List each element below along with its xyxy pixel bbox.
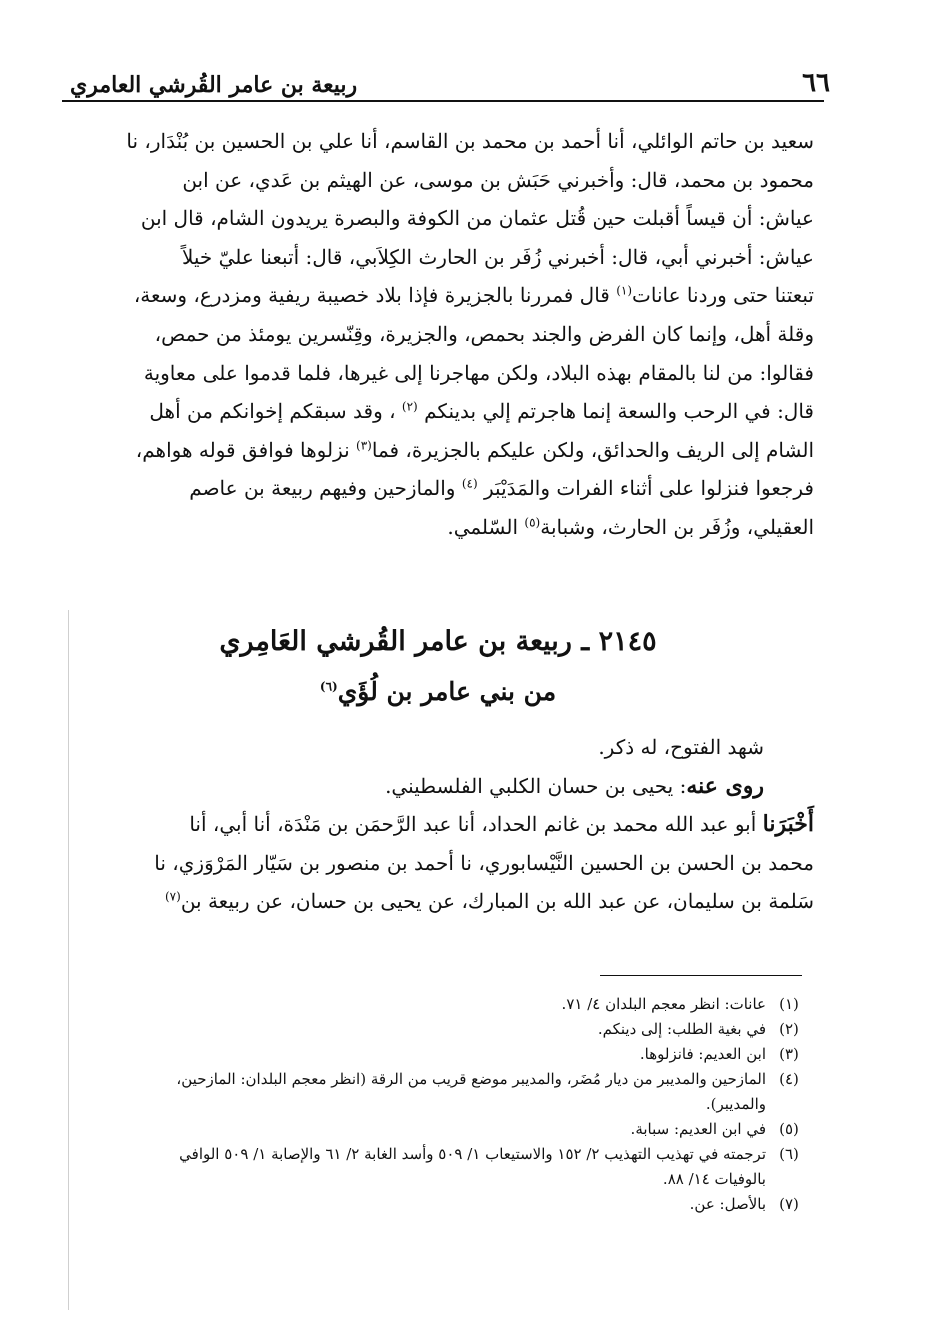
footnote-text: في بغية الطلب: إلى دينكم. xyxy=(597,1020,766,1038)
footnote-text: عانات: انظر معجم البلدان ٤/ ٧١. xyxy=(561,995,766,1013)
footnote xyxy=(48,1192,812,1217)
entry-subtitle-text: من بني عامر بن لُؤَي xyxy=(337,677,557,706)
body-text xyxy=(62,122,814,547)
footnote-number: (٣) xyxy=(779,1045,799,1063)
body-segment: العقيلي، وزُفَر بن الحارث، وشبابة xyxy=(540,514,814,539)
footnote-ref: (٥) xyxy=(524,515,541,530)
footnote xyxy=(48,1017,812,1042)
footnote-ref: (٣) xyxy=(356,438,372,453)
body-line xyxy=(62,276,814,315)
rawa-text: : يحيى بن حسان الكلبي الفلسطيني. xyxy=(385,773,687,798)
body-line: عياش: أخبرني أبي، قال: أخبرني زُفَر بن الحارث الكِلاَبي، قال: أتبعنا عليّ خيلاً xyxy=(181,244,814,269)
footnote-continuation: والمديبر). xyxy=(705,1095,766,1113)
footnote xyxy=(48,1067,812,1117)
footnote xyxy=(48,1117,812,1142)
footnote xyxy=(48,1142,812,1192)
footnote-text: ترجمته في تهذيب التهذيب ٢/ ١٥٢ والاستيعاب ١/ ٥٠٩ وأسد الغابة ٢/ ٦١ والإصابة ١/ ٥٠٩ الوافي xyxy=(179,1145,766,1163)
akhbarana-text: أبو عبد الله محمد بن غانم الحداد، أنا عبد الرَّحمَن بن مَنْدَة، أنا أبي، أنا xyxy=(189,812,763,837)
entry-line xyxy=(62,882,814,921)
header-rule xyxy=(62,100,824,102)
body-segment: نزلوها فوافق قوله هواهم، xyxy=(135,437,350,462)
body-line: وقلة أهل، وإنما كان الفرض والجند بحمص، والجزيرة، وقِنّسرين يومئذ من حمص، xyxy=(154,321,814,346)
body-segment: السّلمي. xyxy=(447,514,519,539)
entry-body xyxy=(62,728,814,921)
entry-line: شهد الفتوح، له ذكر. xyxy=(598,735,764,759)
entry-segment: سَلمة بن سليمان، عن عبد الله بن المبارك، عن يحيى بن حسان، عن ربيعة بن xyxy=(180,889,814,914)
footnote-ref: (٧) xyxy=(164,889,181,904)
page-number: ٦٦ xyxy=(802,68,830,98)
body-line: عياش: أن قيساً أقبلت حين قُتل عثمان من الكوفة والبصرة يريدون الشام، قال ابن xyxy=(140,206,814,231)
footnote-number: (٥) xyxy=(779,1120,799,1138)
body-segment: الشام إلى الريف والحدائق، ولكن عليكم بالجزيرة، فما xyxy=(371,437,814,462)
akhbarana-label: أَخْبَرَنا xyxy=(762,811,814,838)
footnote-ref: (٤) xyxy=(461,476,478,491)
footnote-number: (٤) xyxy=(779,1070,799,1088)
footnote-number: (٦) xyxy=(779,1145,799,1163)
body-segment: قال: في الرحب والسعة إنما هاجرتم إلي بدينكم xyxy=(424,399,814,424)
entry-line xyxy=(62,767,814,806)
entry-line xyxy=(62,805,814,844)
footnote-text: المازحين والمديبر من ديار مُضَر، والمديبر موضع قريب من الرقة (انظر معجم البلدان: المازحين، xyxy=(176,1070,766,1088)
entry-title: ٢١٤٥ ـ ربيعة بن عامر القُرشي العَامِري xyxy=(219,626,657,657)
footnote-text-block xyxy=(48,1067,766,1117)
entry-line: محمد بن الحسن بن الحسين النَّيْسابوري، نا أحمد بن منصور بن سَيّار المَرْوَزي، نا xyxy=(154,850,814,875)
footnote-continuation: بالوفيات ١٤/ ٨٨. xyxy=(662,1170,766,1188)
footnote-number: (٧) xyxy=(779,1195,799,1213)
body-segment: ، وقد سبقكم إخوانكم من أهل xyxy=(149,399,396,424)
footnote-number: (٢) xyxy=(779,1020,799,1038)
body-line xyxy=(62,508,814,547)
entry-subtitle xyxy=(62,668,814,716)
running-head xyxy=(70,58,830,98)
footnote-rule xyxy=(600,975,802,976)
body-line xyxy=(62,431,814,470)
rawa-label: روى عنه xyxy=(686,772,764,799)
footnote xyxy=(48,1042,812,1067)
body-segment: قال فمررنا بالجزيرة فإذا بلاد خصيبة ريفية ومزدرع، وسعة، xyxy=(133,283,610,308)
body-segment: والمازحين وفيهم ربيعة بن عاصم xyxy=(189,476,456,501)
body-segment: فرجعوا فنزلوا على أثناء الفرات والمَدَيْبَر xyxy=(484,476,814,501)
footnote-text: بالأصل: عن. xyxy=(689,1195,766,1213)
body-segment: تبعتنا حتى وردنا عانات xyxy=(632,283,814,308)
body-line: سعيد بن حاتم الوائلي، أنا أحمد بن محمد بن القاسم، أنا علي بن الحسين بن بُنْدَار، نا xyxy=(126,129,814,153)
footnote-ref: (٦) xyxy=(319,679,338,694)
footnote-ref: (١) xyxy=(616,283,633,298)
body-line xyxy=(62,392,814,431)
footnote-text: ابن العديم: فانزلوها. xyxy=(639,1045,766,1063)
footnotes xyxy=(48,992,812,1217)
body-line: فقالوا: من لنا بالمقام بهذه البلاد، ولكن مهاجرنا إلى غيرها، فلما قدموا على معاوية xyxy=(143,360,814,385)
body-line: محمود بن محمد، قال: وأخبرني حَبَش بن موسى، عن الهيثم بن عَدي، عن ابن xyxy=(182,167,814,192)
running-head-title: ربيعة بن عامر القُرشي العامري xyxy=(70,72,358,98)
footnote-text-block xyxy=(48,1142,766,1192)
footnote xyxy=(48,992,812,1017)
body-line xyxy=(62,469,814,508)
footnote-text: في ابن العديم: سبابة. xyxy=(630,1120,766,1138)
footnote-number: (١) xyxy=(779,995,799,1013)
scan-margin-line xyxy=(68,610,69,1310)
footnote-ref: (٢) xyxy=(401,399,418,414)
